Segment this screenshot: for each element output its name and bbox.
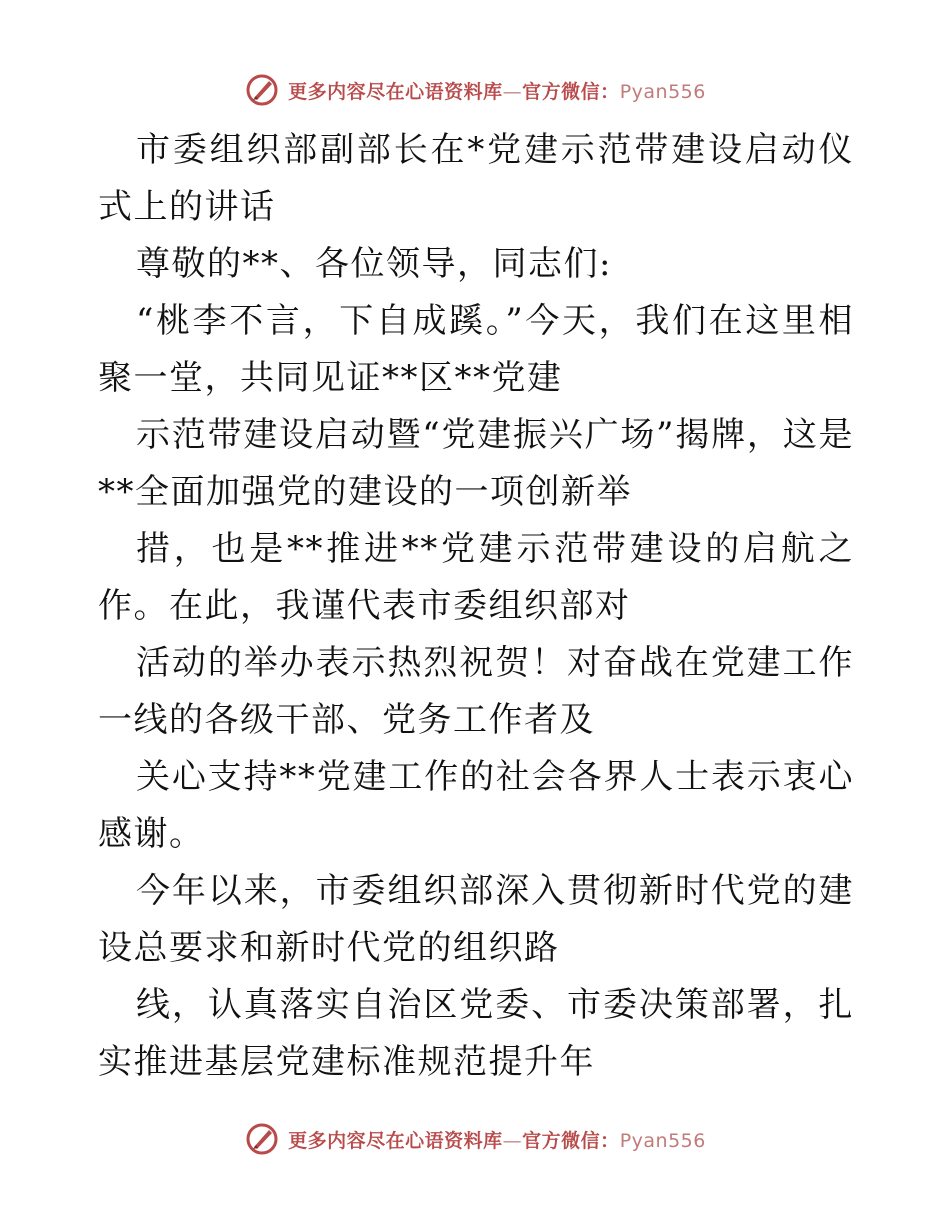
footer-watermark (0, 1117, 950, 1161)
paragraph-salutation: 尊敬的**、各位领导，同志们: (136, 244, 612, 284)
paragraph: 措，也是**推进**党建示范带建设的启航之作。在此，我谨代表市委组织部对 (98, 529, 854, 626)
watermark-wechat-id: Pyan556 (619, 1129, 706, 1152)
watermark-site: 更多内容尽在心语资料库 (288, 1129, 503, 1152)
paragraph: 线，认真落实自治区党委、市委决策部署，扎实推进基层党建标准规范提升年 (98, 985, 854, 1082)
paragraph: “桃李不言，下自成蹊。”今天，我们在这里相聚一堂，共同见证**区**党建 (98, 301, 854, 398)
watermark-wechat-label: 官方微信： (522, 80, 620, 103)
quill-logo-icon (244, 1121, 280, 1157)
header-watermark (0, 68, 950, 112)
paragraph-title: 市委组织部副部长在*党建示范带建设启动仪式上的讲话 (98, 130, 854, 227)
quill-logo-icon (244, 72, 280, 108)
watermark-site: 更多内容尽在心语资料库 (288, 80, 503, 103)
paragraph: 今年以来，市委组织部深入贯彻新时代党的建设总要求和新时代党的组织路 (98, 871, 854, 968)
paragraph: 示范带建设启动暨“党建振兴广场”揭牌，这是**全面加强党的建设的一项创新举 (98, 415, 854, 512)
watermark-separator: — (502, 80, 523, 103)
watermark-text (288, 1126, 706, 1153)
document-body (98, 122, 854, 1091)
paragraph: 活动的举办表示热烈祝贺！对奋战在党建工作一线的各级干部、党务工作者及 (98, 643, 854, 740)
watermark-separator: — (502, 1129, 523, 1152)
paragraph: 关心支持**党建工作的社会各界人士表示衷心感谢。 (98, 757, 854, 854)
watermark-text (288, 77, 706, 104)
watermark-wechat-id: Pyan556 (619, 80, 706, 103)
watermark-wechat-label: 官方微信： (522, 1129, 620, 1152)
